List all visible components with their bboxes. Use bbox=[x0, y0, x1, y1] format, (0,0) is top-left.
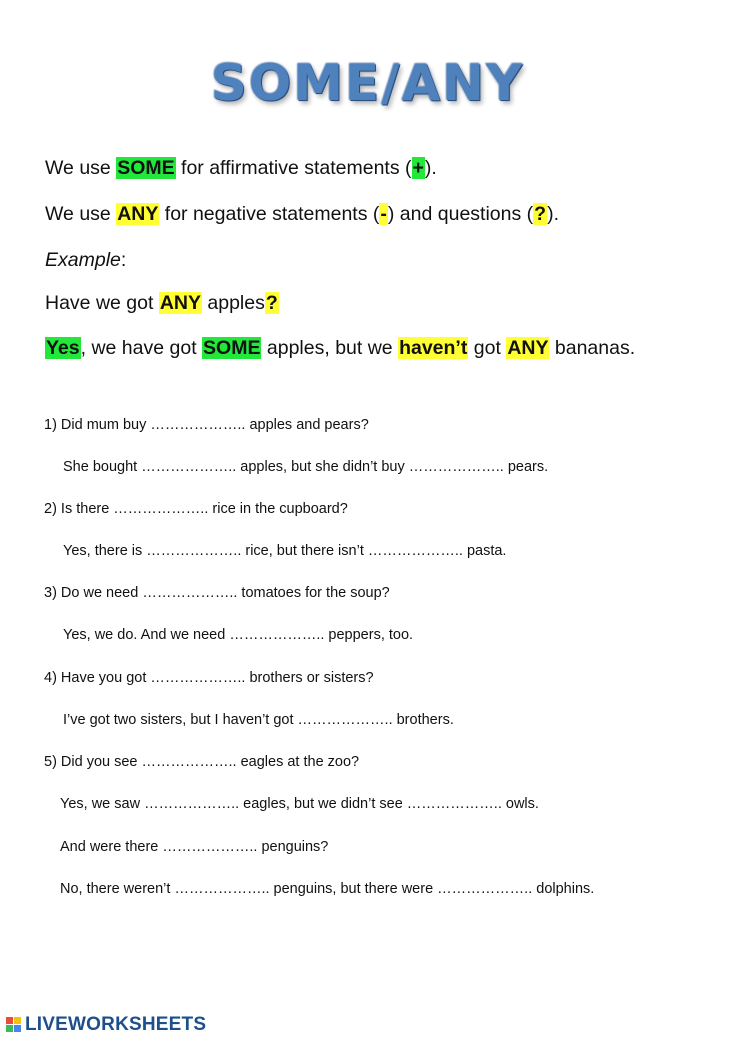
example-label bbox=[45, 249, 126, 272]
exercise-line: Yes, we do. And we need ……………….. peppers, too. bbox=[63, 627, 414, 643]
exercise-line: 2) Is there ……………….. rice in the cupboard? bbox=[44, 501, 348, 517]
exercise-line: She bought ……………….. apples, but she didn’t buy ……………….. pears. bbox=[63, 459, 549, 475]
exercise-line: 4) Have you got ……………….. brothers or sisters? bbox=[44, 670, 374, 686]
exercise-line: No, there weren’t ……………….. penguins, but there were ……………….. dolphins. bbox=[60, 881, 595, 897]
plus-symbol: + bbox=[412, 157, 424, 179]
exercise-line: I’ve got two sisters, but I haven’t got ……………….. brothers. bbox=[63, 712, 454, 728]
exercise-line: 5) Did you see ……………….. eagles at the zoo? bbox=[44, 754, 360, 770]
keyword-some: SOME bbox=[203, 337, 261, 359]
minus-symbol: - bbox=[380, 203, 387, 225]
rule-text: ) and questions ( bbox=[387, 203, 534, 225]
exercise-line: Yes, we saw ……………….. eagles, but we didn’t see ……………….. owls. bbox=[60, 796, 539, 812]
rule-text: for negative statements ( bbox=[159, 203, 380, 225]
rule-text: We use bbox=[45, 157, 117, 179]
rule-text: , we have got bbox=[80, 337, 203, 359]
example-word: Example bbox=[45, 249, 121, 271]
keyword-any: ANY bbox=[159, 292, 201, 314]
page-title: SOME/ANY bbox=[210, 54, 525, 112]
rule-text: ). bbox=[424, 157, 437, 179]
exercise-line: And were there ……………….. penguins? bbox=[60, 839, 329, 855]
exercise-line: 3) Do we need ……………….. tomatoes for the soup? bbox=[44, 585, 390, 601]
rule-text: ). bbox=[547, 203, 559, 225]
keyword-any: ANY bbox=[507, 337, 549, 359]
liveworksheets-logo[interactable] bbox=[6, 1014, 206, 1036]
rule-text: bananas. bbox=[549, 337, 636, 359]
rule-text: We use bbox=[45, 203, 117, 225]
logo-text: LIVEWORKSHEETS bbox=[25, 1014, 207, 1035]
keyword-any: ANY bbox=[117, 203, 159, 225]
keyword-havent: haven’t bbox=[399, 337, 468, 359]
rule-any bbox=[45, 203, 559, 226]
exercise-line: Yes, there is ……………….. rice, but there isn’t ……………….. pasta. bbox=[63, 543, 507, 559]
keyword-yes: Yes bbox=[46, 337, 80, 359]
rule-text: Have we got bbox=[45, 292, 159, 314]
example-colon: : bbox=[120, 249, 127, 271]
keyword-some: SOME bbox=[117, 157, 175, 179]
exercise-line: 1) Did mum buy ……………….. apples and pears? bbox=[44, 417, 369, 433]
logo-grid-icon bbox=[6, 1017, 22, 1033]
rule-text: for affirmative statements ( bbox=[175, 157, 412, 179]
question-symbol: ? bbox=[265, 292, 278, 314]
example-question bbox=[45, 292, 279, 315]
question-symbol: ? bbox=[534, 203, 547, 225]
rule-text: apples, but we bbox=[261, 337, 399, 359]
example-answer bbox=[45, 337, 635, 360]
rule-text: apples bbox=[201, 292, 265, 314]
rule-some bbox=[45, 157, 437, 180]
rule-text: got bbox=[468, 337, 507, 359]
